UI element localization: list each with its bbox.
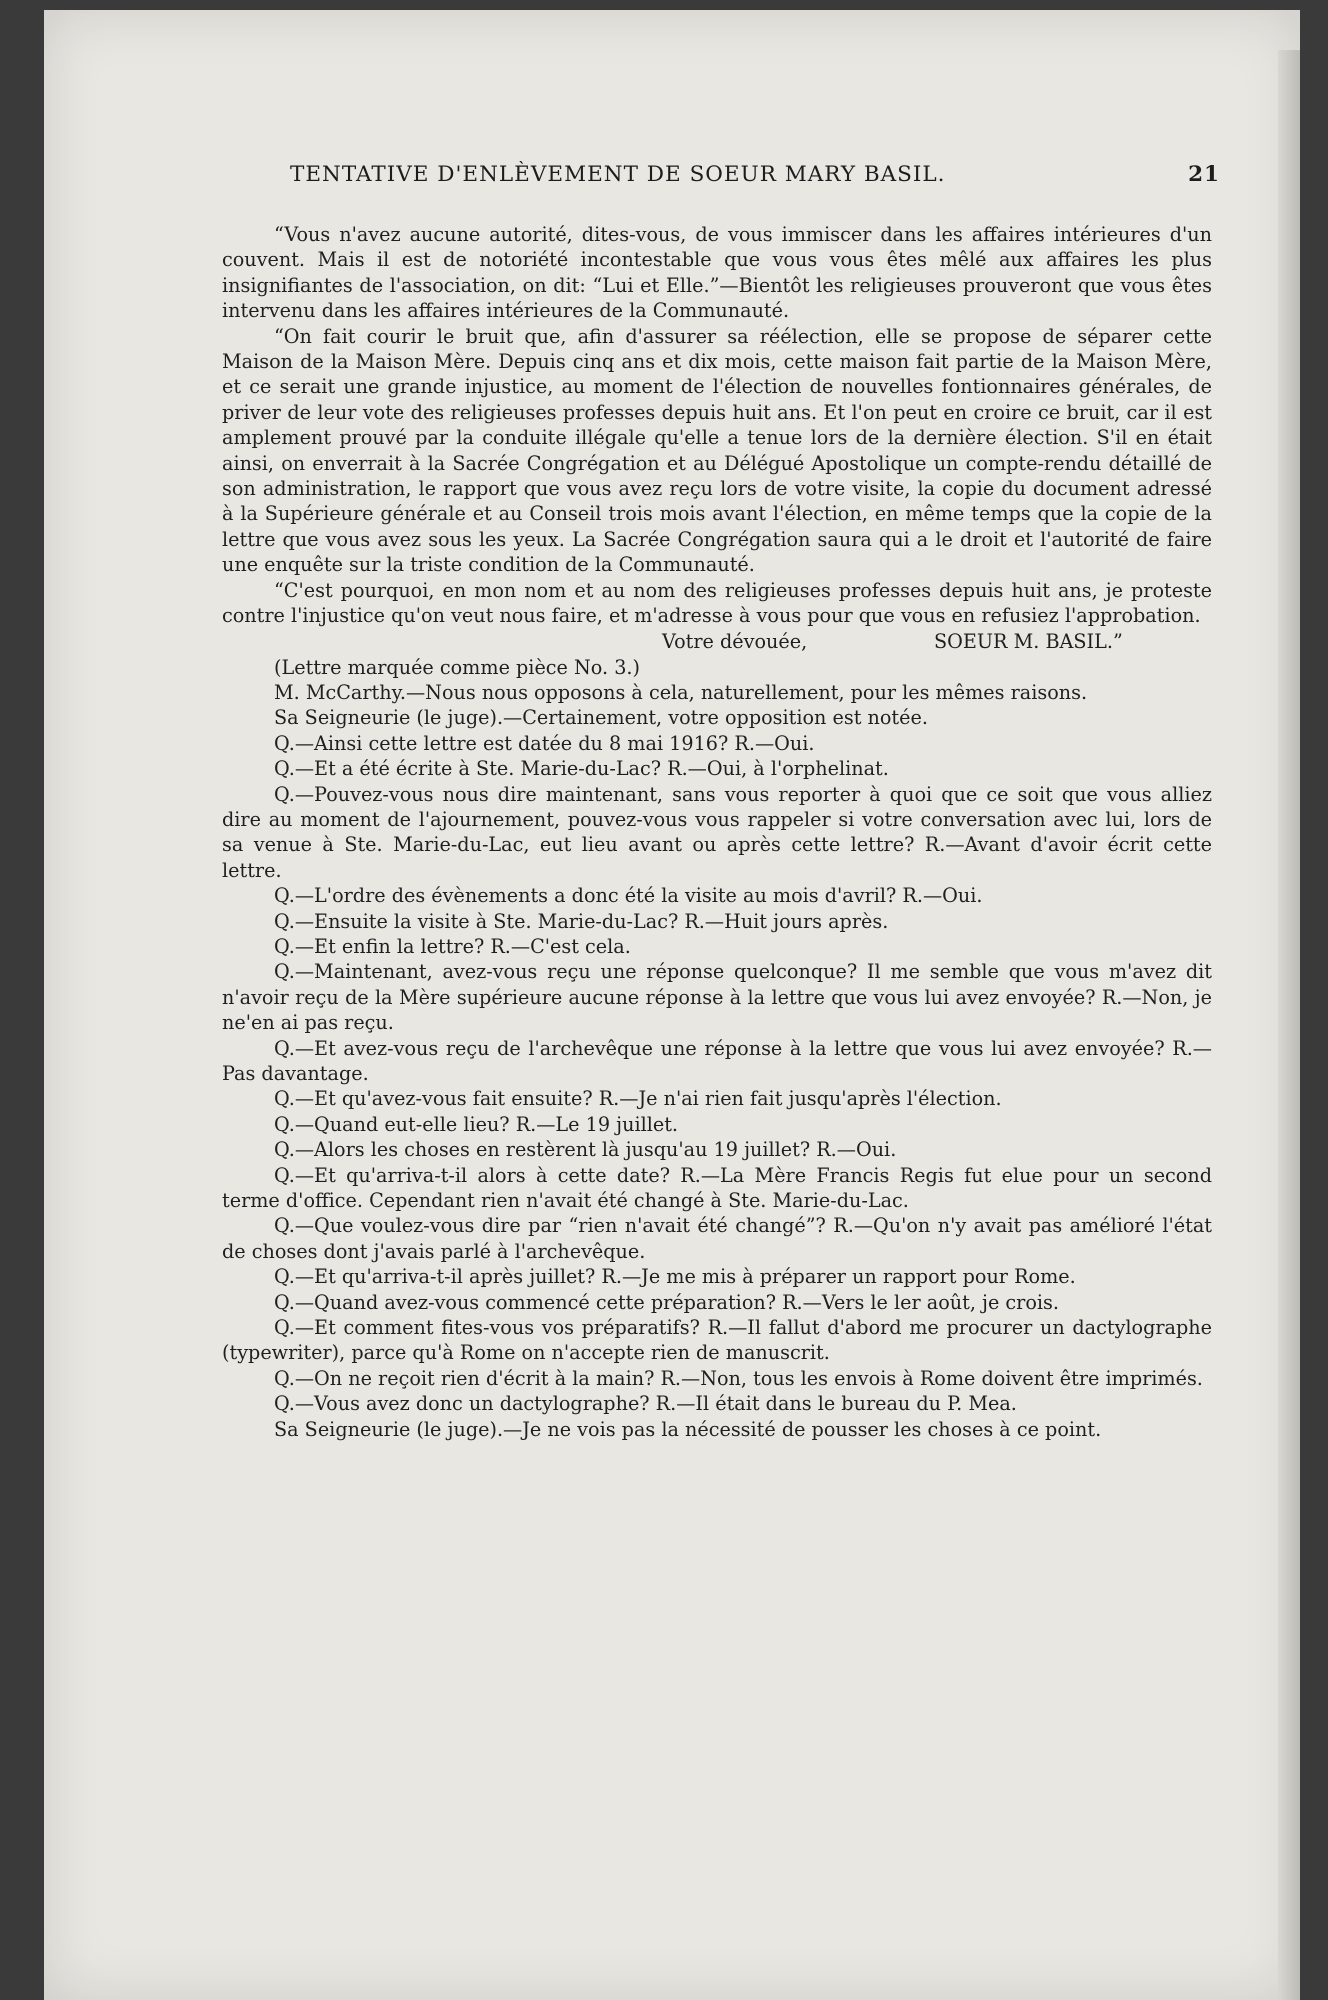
exhibit-note: (Lettre marquée comme pièce No. 3.) — [274, 655, 640, 679]
page-edge — [1278, 50, 1300, 2000]
testimony-line: Q.—Et qu'arriva-t-il alors à cette date? R.—La Mère Francis Regis fut elue pour un second terme d'office. Cependant rien n'avait été changé à Ste. Marie-du-Lac. — [222, 1163, 1212, 1213]
testimony-line: Q.—Et a été écrite à Ste. Marie-du-Lac? R.—Oui, à l'orphelinat. — [274, 757, 889, 781]
testimony-line: Q.—Et qu'avez-vous fait ensuite? R.—Je n'ai rien fait jusqu'après l'élection. — [274, 1087, 1002, 1111]
testimony-line: Q.—Que voulez-vous dire par “rien n'avait été changé”? R.—Qu'on n'y avait pas amélioré l'état de choses dont j'avais parlé à l'archevêque. — [222, 1214, 1212, 1263]
testimony-line: Q.—Ainsi cette lettre est datée du 8 mai 1916? R.—Oui. — [274, 731, 815, 755]
letter-paragraph: “On fait courir le bruit que, afin d'assurer sa réélection, elle se propose de séparer cette Maison de la Maison Mère. Depuis cinq ans et dix mois, cette maison fait partie de la Maison Mère, et ce serait une grande injustice, au moment de l'élection de nouvelles fontionnaires générales, de priver de leur vote des religieuses professes depuis huit ans. Et l'on peut en croire ce bruit, car il est amplement prouvé par la conduite illégale qu'elle a tenue lors de la dernière élection. S'il en était ainsi, on enverrait à la Sacrée Congrégation et au Délégué Apostolique un compte-rendu détaillé de son administration, le rapport que vous avez reçu lors de votre visite, la copie du document adressé à la Supérieure générale et au Conseil trois mois avant l'élection, en même temps que la copie de la lettre que vous avez sous les yeux. La Sacrée Congrégation saura qui a le droit et l'autorité de faire une enquête sur la triste condition de la Communauté. — [222, 324, 1212, 577]
testimony-line: Sa Seigneurie (le juge).—Je ne vois pas la nécessité de pousser les choses à ce point. — [274, 1417, 1102, 1441]
page-number: 21 — [1188, 162, 1220, 187]
testimony-line: Q.—Ensuite la visite à Ste. Marie-du-Lac? R.—Huit jours après. — [274, 909, 889, 933]
testimony-line: M. McCarthy.—Nous nous opposons à cela, naturellement, pour les mêmes raisons. — [274, 680, 1088, 704]
testimony-line: Q.—Quand eut-elle lieu? R.—Le 19 juillet. — [274, 1112, 679, 1136]
testimony-line: Q.—Et qu'arriva-t-il après juillet? R.—Je me mis à préparer un rapport pour Rome. — [274, 1265, 1076, 1289]
testimony-line: Sa Seigneurie (le juge).—Certainement, votre opposition est notée. — [274, 706, 928, 730]
testimony-line: Q.—On ne reçoit rien d'écrit à la main? R.—Non, tous les envois à Rome doivent être imprimés. — [274, 1366, 1203, 1390]
testimony-line: Q.—Alors les choses en restèrent là jusqu'au 19 juillet? R.—Oui. — [274, 1138, 897, 1162]
testimony-line: Q.—Quand avez-vous commencé cette préparation? R.—Vers le ler août, je crois. — [274, 1290, 1059, 1314]
testimony-line: Q.—Et avez-vous reçu de l'archevêque une réponse à la lettre que vous lui avez envoyée? R.—Pas davantage. — [222, 1036, 1212, 1085]
letter-paragraph: “C'est pourquoi, en mon nom et au nom des religieuses professes depuis huit ans, je proteste contre l'injustice qu'on veut nous faire, et m'adresse à vous pour que vous en refusiez l'approbation. — [222, 578, 1212, 628]
testimony-line: Q.—Pouvez-vous nous dire maintenant, sans vous reporter à quoi que ce soit que vous alliez dire au moment de l'ajournement, pouvez-vous vous rappeler si votre conversation avec lui, lors de sa venue à Ste. Marie-du-Lac, eut lieu avant ou après cette lettre? R.—Avant d'avoir écrit cette lettre. — [222, 782, 1212, 882]
testimony-line: Q.—Et enfin la lettre? R.—C'est cela. — [274, 934, 631, 958]
letter-signature — [222, 629, 1212, 655]
letter-paragraph: “Vous n'avez aucune autorité, dites-vous, de vous immiscer dans les affaires intérieures d'un couvent. Mais il est de notoriété incontestable que vous vous êtes mêlé aux affaires les plus insignifiantes de l'association, on dit: “Lui et Elle.”—Bientôt les religieuses prouveront que vous êtes intervenu dans les affaires intérieures de la Communauté. — [222, 223, 1212, 323]
testimony-line: Q.—Maintenant, avez-vous reçu une réponse quelconque? Il me semble que vous m'avez dit n'avoir reçu de la Mère supérieure aucune réponse à la lettre que vous lui avez envoyée? R.—Non, je ne'en ai pas reçu. — [222, 960, 1212, 1035]
running-header — [290, 162, 1220, 194]
signature-closing: Votre dévouée, — [662, 629, 808, 653]
testimony-line: Q.—Et comment fites-vous vos préparatifs? R.—Il fallut d'abord me procurer un dactylographe (typewriter), parce qu'à Rome on n'accepte rien de manuscrit. — [222, 1316, 1212, 1365]
testimony-line: Q.—Vous avez donc un dactylographe? R.—Il était dans le bureau du P. Mea. — [274, 1392, 1017, 1416]
running-title: TENTATIVE D'ENLÈVEMENT DE SOEUR MARY BASIL. — [290, 162, 946, 187]
page-body — [222, 222, 1212, 1442]
signature-name: SOEUR M. BASIL.” — [934, 629, 1123, 653]
testimony-line: Q.—L'ordre des évènements a donc été la visite au mois d'avril? R.—Oui. — [274, 884, 983, 908]
